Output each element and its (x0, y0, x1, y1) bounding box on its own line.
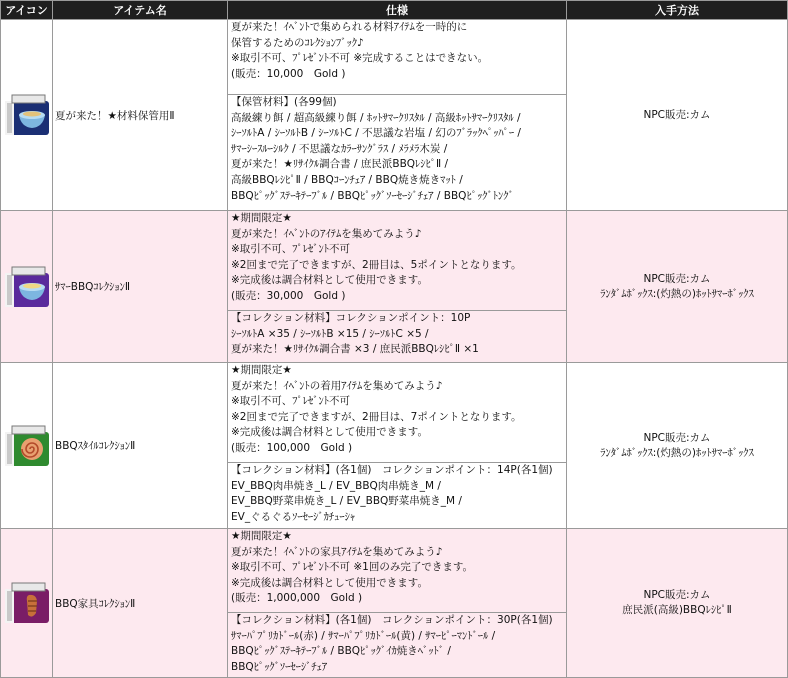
spec-description (228, 363, 567, 463)
spec-line: ★期間限定★ (231, 212, 292, 224)
method-line: NPC販売:カム (643, 272, 711, 285)
spec-line: ※完成後は調合材料として使用できます。 (231, 426, 428, 439)
spec-line: ｻﾏｰｼｰｽﾙｰｼﾙｸ / 不思議なｶﾗｰｻﾝｸﾞﾗｽ / ﾒﾗﾒﾗ木炭 / (231, 142, 448, 155)
spec-line: 夏が来た！ｲﾍﾞﾝﾄのｱｲﾃﾑを集めてみよう♪ (231, 227, 422, 240)
spec-line: (販売：30,000 Gold ) (231, 289, 346, 302)
spec-line: (販売：100,000 Gold ) (231, 441, 353, 454)
table-row (1, 529, 788, 613)
spec-line: (販売：1,000,000 Gold ) (231, 592, 363, 605)
spec-description (228, 211, 567, 311)
icon-cell (1, 211, 53, 363)
spec-materials (228, 463, 567, 529)
item-name: BBQｽﾀｲﾙｺﾚｸｼｮﾝⅡ (53, 363, 228, 529)
spec-line: BBQﾋﾟｯｸﾞｽﾃｰｷﾃｰﾌﾞﾙ / BBQﾋﾟｯｸﾞｲｶ焼きﾍﾞｯﾄﾞ / (231, 645, 451, 658)
icon-cell (1, 529, 53, 678)
storage-bowl-icon (3, 91, 51, 139)
spec-line: ★期間限定★ (231, 364, 292, 376)
spec-line: BBQﾋﾟｯｸﾞｽﾃｰｷﾃｰﾌﾞﾙ / BBQﾋﾟｯｸﾞｿｰｾｰｼﾞﾁｪｱ / BBQﾋﾟｯｸﾞﾄﾝｸﾞ (231, 189, 514, 202)
method-line: NPC販売:カム (643, 108, 711, 121)
spec-line: 夏が来た！ｲﾍﾞﾝﾄの着用ｱｲﾃﾑを集めてみよう♪ (231, 379, 443, 392)
collection-book-icon (3, 263, 51, 311)
spec-line: 高級BBQﾚｼﾋﾟⅡ / BBQｺｰﾝﾁｪｱ / BBQ焼き焼きﾏｯﾄ / (231, 173, 463, 186)
spec-line: 夏が来た！★ﾘｻｲｸﾙ調合書 / 庶民派BBQﾚｼﾋﾟⅡ / (231, 158, 449, 171)
spec-line: ※取引不可、ﾌﾟﾚｾﾞﾝﾄ不可 ※完成することはできない。 (231, 52, 489, 65)
table-row (1, 211, 788, 311)
method-line: NPC販売:カム (643, 431, 711, 444)
table-row (1, 20, 788, 95)
spec-description (228, 20, 567, 95)
header-name: アイテム名 (53, 1, 228, 20)
spec-line: ｼｰｿﾙﾄA ×35 / ｼｰｿﾙﾄB ×15 / ｼｰｿﾙﾄC ×5 / (231, 327, 429, 340)
spec-materials (228, 95, 567, 211)
spec-line: ｼｰｿﾙﾄA / ｼｰｿﾙﾄB / ｼｰｿﾙﾄC / 不思議な岩塩 / 幻のﾌﾞﾗｯｸﾍﾟｯﾊﾟｰ / (231, 127, 521, 140)
spec-line: ※2回まで完了できますが、2冊目は、5ポイントとなります。 (231, 258, 522, 271)
header-row (1, 1, 788, 20)
spec-line: 夏が来た！★ﾘｻｲｸﾙ調合書 ×3 / 庶民派BBQﾚｼﾋﾟⅡ ×1 (231, 343, 479, 356)
spec-line: 【保管材料】(各99個) (231, 96, 337, 108)
item-name: 夏が来た！★材料保管用Ⅱ (53, 20, 228, 211)
method-cell (567, 211, 788, 363)
spec-line: EV_ぐるぐるｿｰｾｰｼﾞｶﾁｭｰｼｬ (231, 510, 356, 523)
header-icon: アイコン (1, 1, 53, 20)
spec-line: ｻﾏｰﾊﾟﾌﾟﾘｶﾄﾞｰﾙ(赤) / ｻﾏｰﾊﾟﾌﾟﾘｶﾄﾞｰﾙ(黄) / ｻﾏｰﾋﾟｰﾏﾝﾄﾞｰﾙ / (231, 629, 496, 642)
spec-line: ※取引不可、ﾌﾟﾚｾﾞﾝﾄ不可 (231, 395, 351, 408)
method-cell (567, 363, 788, 529)
spec-line: 【コレクション材料】コレクションポイント：10P (231, 312, 471, 324)
spec-materials (228, 311, 567, 363)
spec-line: 高級練り餌 / 超高級練り餌 / ﾎｯﾄｻﾏｰｸﾘｽﾀﾙ / 高級ﾎｯﾄｻﾏｰｸﾘｽﾀﾙ / (231, 111, 521, 124)
spec-line: EV_BBQ肉串焼き_L / EV_BBQ肉串焼き_M / (231, 479, 441, 492)
spec-line: EV_BBQ野菜串焼き_L / EV_BBQ野菜串焼き_M / (231, 495, 462, 508)
table-row (1, 363, 788, 463)
method-cell (567, 529, 788, 678)
spec-line: 夏が来た！ｲﾍﾞﾝﾄで集められる材料ｱｲﾃﾑを一時的に (231, 21, 468, 33)
spec-line: (販売：10,000 Gold ) (231, 67, 346, 80)
method-line: ﾗﾝﾀﾞﾑﾎﾞｯｸｽ:(灼熱の)ﾎｯﾄｻﾏｰﾎﾞｯｸｽ (600, 287, 754, 300)
spec-line: BBQﾋﾟｯｸﾞｿｰｾｰｼﾞﾁｪｱ (231, 660, 328, 673)
spec-line: 夏が来た！ｲﾍﾞﾝﾄの家具ｱｲﾃﾑを集めてみよう♪ (231, 545, 443, 558)
header-spec: 仕様 (228, 1, 567, 20)
item-name: ｻﾏｰBBQｺﾚｸｼｮﾝⅡ (53, 211, 228, 363)
spec-line: ※取引不可、ﾌﾟﾚｾﾞﾝﾄ不可 ※1回のみ完了できます。 (231, 561, 474, 574)
header-method: 入手方法 (567, 1, 788, 20)
icon-cell (1, 363, 53, 529)
spec-line: ※取引不可、ﾌﾟﾚｾﾞﾝﾄ不可 (231, 243, 351, 256)
furniture-book-icon (3, 579, 51, 627)
method-cell (567, 20, 788, 211)
method-line: 庶民派(高級)BBQﾚｼﾋﾟⅡ (622, 604, 732, 616)
spec-line: 【コレクション材料】(各1個) コレクションポイント：30P(各1個) (231, 614, 553, 626)
icon-cell (1, 20, 53, 211)
spec-description (228, 529, 567, 613)
method-line: NPC販売:カム (643, 589, 711, 601)
spec-line: 保管するためのｺﾚｸｼｮﾝﾌﾞｯｸ♪ (231, 36, 364, 49)
method-line: ﾗﾝﾀﾞﾑﾎﾞｯｸｽ:(灼熱の)ﾎｯﾄｻﾏｰﾎﾞｯｸｽ (600, 446, 754, 459)
spec-line: 【コレクション材料】(各1個) コレクションポイント：14P(各1個) (231, 464, 553, 476)
spec-line: ※2回まで完了できますが、2冊目は、7ポイントとなります。 (231, 410, 522, 423)
spiral-book-icon (3, 422, 51, 470)
item-name: BBQ家具ｺﾚｸｼｮﾝⅡ (53, 529, 228, 678)
spec-line: ★期間限定★ (231, 530, 292, 542)
spec-line: ※完成後は調合材料として使用できます。 (231, 274, 428, 287)
spec-line: ※完成後は調合材料として使用できます。 (231, 576, 428, 589)
